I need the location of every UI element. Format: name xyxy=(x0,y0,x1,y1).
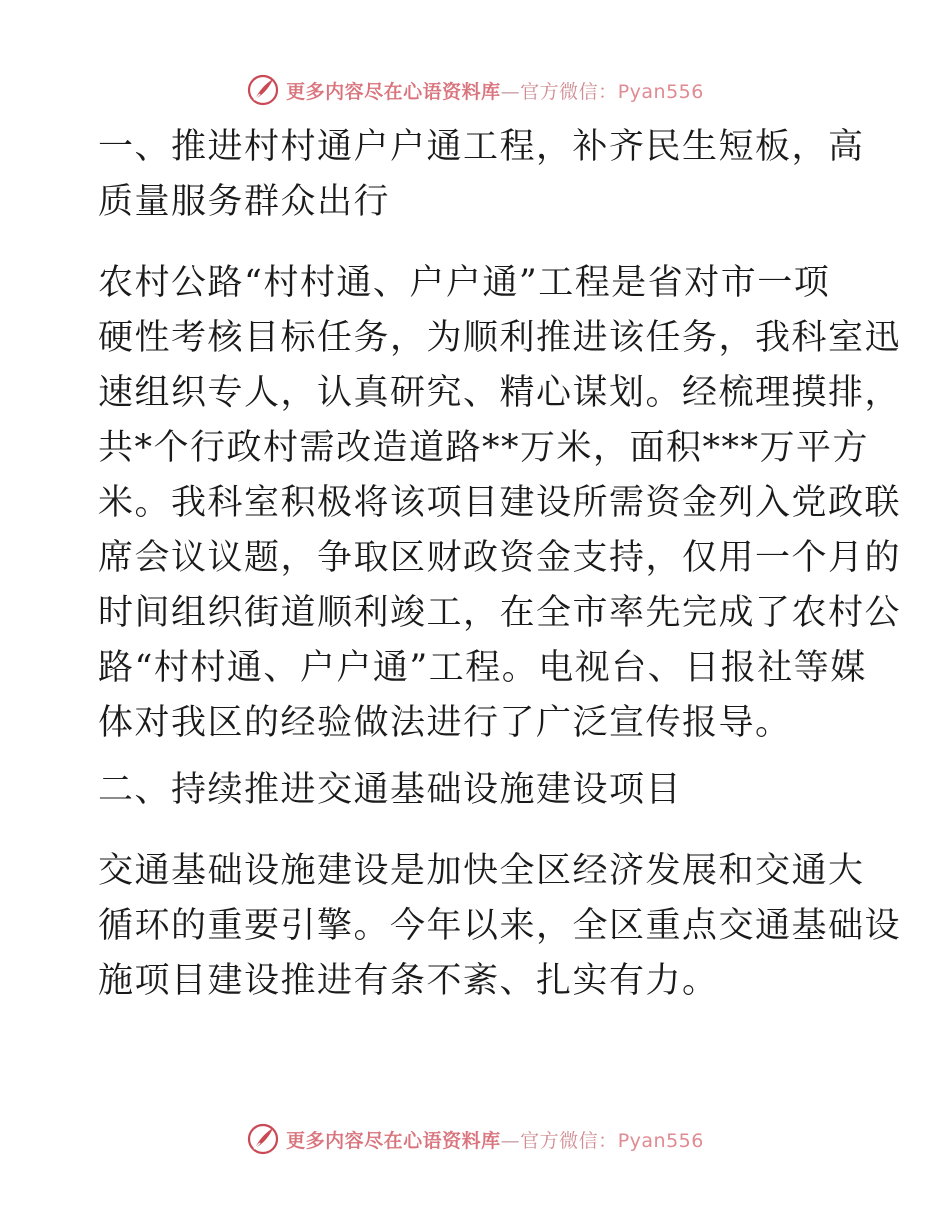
paragraph-line: 体对我区的经验做法进行了广泛宣传报导。 xyxy=(98,703,792,743)
section-1-heading xyxy=(98,120,865,230)
paragraph-line: 路“村村通、户户通”工程。电视台、日报社等媒 xyxy=(98,648,867,688)
heading-line: 一、推进村村通户户通工程，补齐民生短板，高 xyxy=(98,127,865,167)
paragraph-line: 时间组织街道顺利竣工，在全市率先完成了农村公 xyxy=(98,593,902,633)
section-2-paragraph xyxy=(98,844,902,1009)
header-banner xyxy=(0,70,950,110)
footer-banner xyxy=(0,1119,950,1159)
paragraph-line: 施项目建设推进有条不紊、扎实有力。 xyxy=(98,961,719,1001)
quill-logo-icon xyxy=(246,1122,280,1156)
paragraph-line: 农村公路“村村通、户户通”工程是省对市一项 xyxy=(98,263,831,303)
section-2-heading xyxy=(98,763,850,818)
heading-line: 质量服务群众出行 xyxy=(98,182,391,222)
banner-wechat-id: Pyan556 xyxy=(617,1129,704,1152)
section-1-paragraph xyxy=(98,256,902,751)
paragraph-line: 交通基础设施建设是加快全区经济发展和交通大 xyxy=(98,851,865,891)
banner-brand: 更多内容尽在心语资料库 xyxy=(286,1129,501,1152)
paragraph-line: 席会议议题，争取区财政资金支持，仅用一个月的 xyxy=(98,538,902,578)
banner-separator: — xyxy=(500,80,521,103)
banner-text xyxy=(286,1126,704,1153)
banner-wechat-label: 官方微信： xyxy=(520,80,618,103)
banner-brand: 更多内容尽在心语资料库 xyxy=(286,80,501,103)
banner-wechat-label: 官方微信： xyxy=(520,1129,618,1152)
heading-line: 二、持续推进交通基础设施建设项目 xyxy=(98,770,683,810)
paragraph-line: 循环的重要引擎。今年以来，全区重点交通基础设 xyxy=(98,906,902,946)
paragraph-line: 速组织专人，认真研究、精心谋划。经梳理摸排， xyxy=(98,373,902,413)
banner-wechat-id: Pyan556 xyxy=(617,80,704,103)
paragraph-line: 米。我科室积极将该项目建设所需资金列入党政联 xyxy=(98,483,902,523)
paragraph-line: 硬性考核目标任务，为顺利推进该任务，我科室迅 xyxy=(98,318,902,358)
banner-text xyxy=(286,77,704,104)
quill-logo-icon xyxy=(246,73,280,107)
banner-separator: — xyxy=(500,1129,521,1152)
paragraph-line: 共*个行政村需改造道路**万米，面积***万平方 xyxy=(98,428,870,468)
document-body xyxy=(98,120,902,1009)
